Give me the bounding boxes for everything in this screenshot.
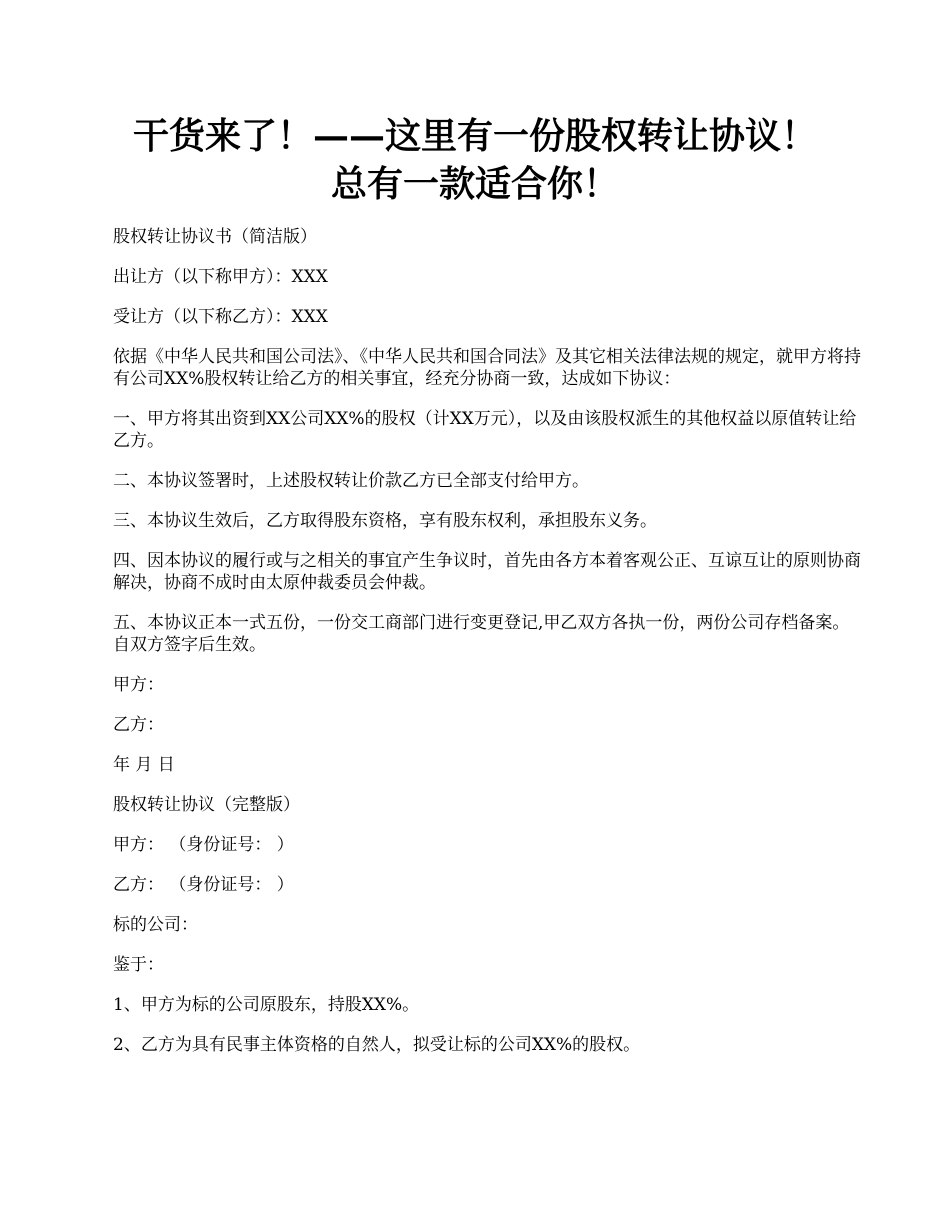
paragraph-clause-3: 三、本协议生效后，乙方取得股东资格，享有股东权利，承担股东义务。 <box>113 511 657 531</box>
paragraph-clause-2: 二、本协议签署时，上述股权转让价款乙方已全部支付给甲方。 <box>113 471 589 491</box>
signature-party-b: 乙方： <box>113 715 164 735</box>
whereas-item-1: 1、甲方为标的公司原股东，持股XX%。 <box>113 995 420 1015</box>
signature-date: 年 月 日 <box>113 755 175 775</box>
paragraph-clause-4: 四、因本协议的履行或与之相关的事宜产生争议时，首先由各方本着客观公正、互谅互让的原则协商解决，协商不成时由太原仲裁委员会仲裁。 <box>113 551 861 593</box>
document-title <box>100 112 850 208</box>
title-line-2: 总有一款适合你！ <box>330 163 619 205</box>
paragraph-transferor: 出让方（以下称甲方）：XXX <box>113 267 328 287</box>
paragraph-clause-5: 五、本协议正本一式五份，一份交工商部门进行变更登记,甲乙双方各执一份，两份公司存档备案。自双方签字后生效。 <box>113 613 850 655</box>
paragraph-heading-simple: 股权转让协议书（简洁版） <box>113 227 317 247</box>
document-body <box>113 226 865 1074</box>
paragraph-heading-full: 股权转让协议（完整版） <box>113 795 300 815</box>
whereas-item-2: 2、乙方为具有民事主体资格的自然人，拟受让标的公司XX%的股权。 <box>113 1035 641 1055</box>
paragraph-basis: 依据《中华人民共和国公司法》、《中华人民共和国合同法》及其它相关法律法规的规定，就甲方将持有公司XX%股权转让给乙方的相关事宜，经充分协商一致，达成如下协议： <box>113 347 861 389</box>
signature-party-a: 甲方： <box>113 675 164 695</box>
party-a-id: 甲方： （身份证号： ） <box>113 835 294 855</box>
party-b-id: 乙方： （身份证号： ） <box>113 875 294 895</box>
paragraph-clause-1: 一、甲方将其出资到XX公司XX%的股权（计XX万元），以及由该股权派生的其他权益以原值转让给乙方。 <box>113 409 857 451</box>
target-company: 标的公司： <box>113 915 198 935</box>
paragraph-transferee: 受让方（以下称乙方）：XXX <box>113 307 328 327</box>
title-line-1: 干货来了！——这里有一份股权转让协议！ <box>132 115 817 157</box>
whereas-heading: 鉴于： <box>113 955 164 975</box>
